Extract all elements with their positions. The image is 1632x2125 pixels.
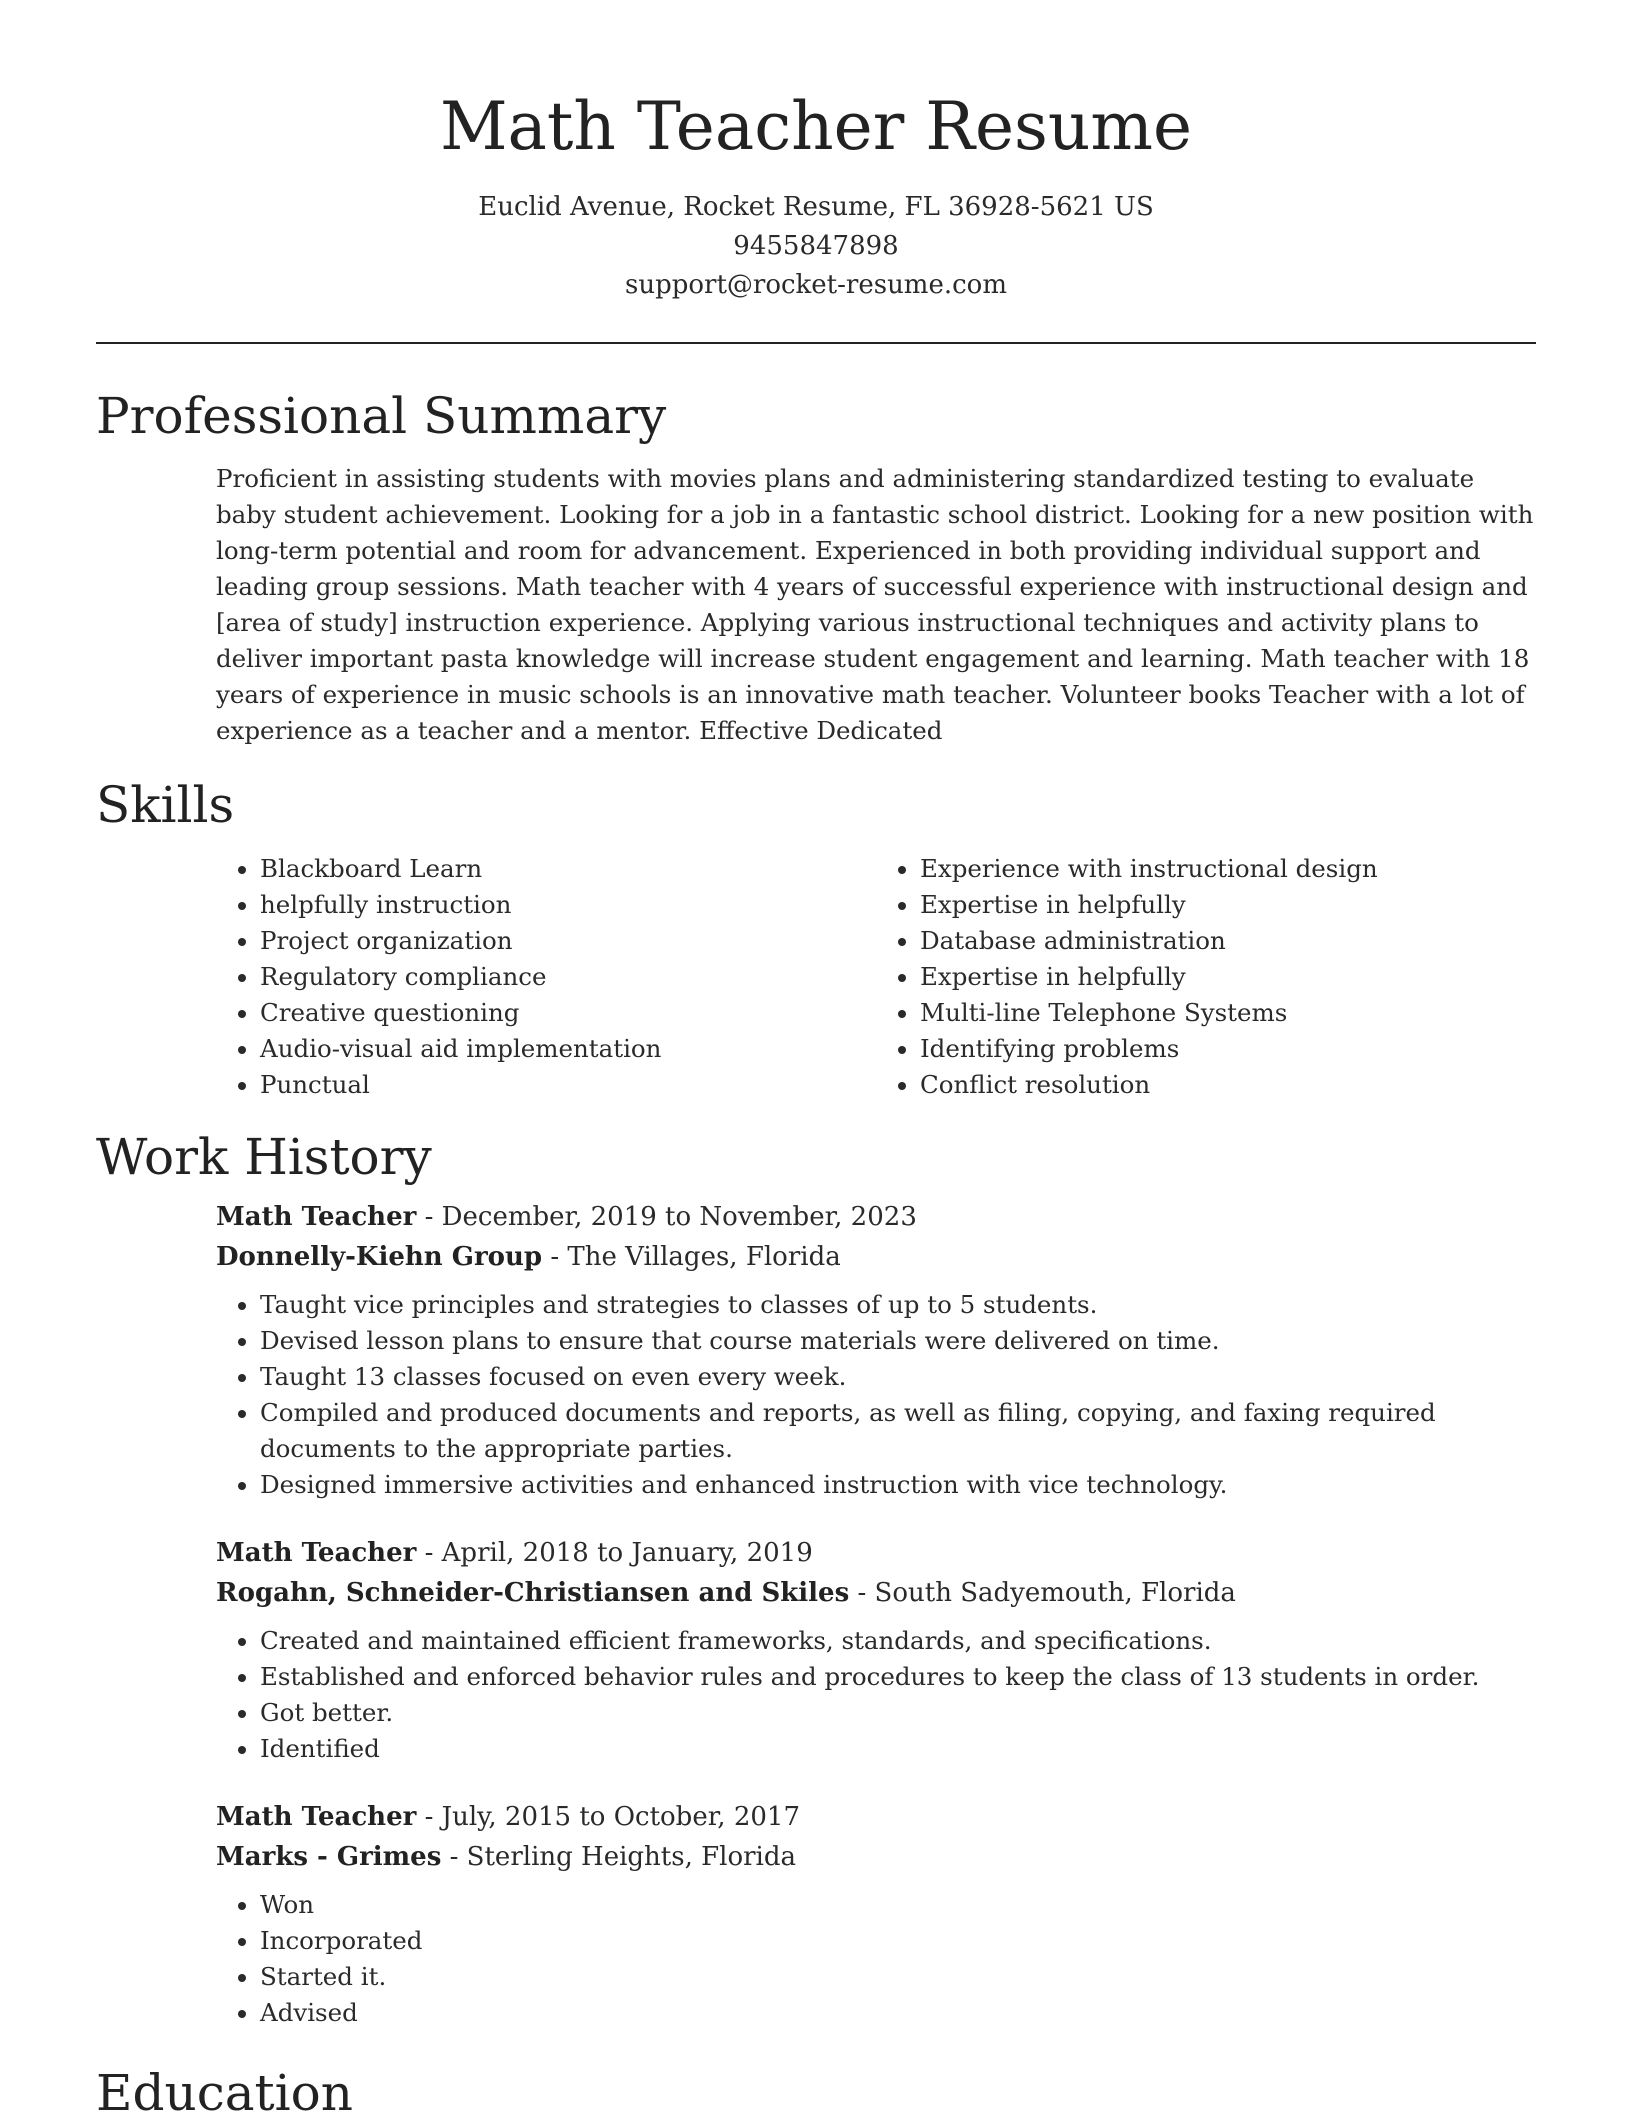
skill-item: • Expertise in helpfully	[920, 887, 1536, 923]
job-title-line	[216, 1197, 1536, 1237]
education-heading: Education	[96, 2064, 353, 2122]
skill-item: • Identifying problems	[920, 1031, 1536, 1067]
job-dates: December, 2019 to November, 2023	[441, 1202, 917, 1232]
separator: -	[416, 1802, 442, 1832]
resume-title: Math Teacher Resume	[439, 88, 1193, 165]
job-location: South Sadyemouth, Florida	[874, 1578, 1236, 1608]
skill-item: • Punctual	[260, 1067, 876, 1103]
separator: -	[441, 1842, 467, 1872]
job-bullet: • Taught vice principles and strategies to classes of up to 5 students.	[260, 1287, 1536, 1323]
summary-text: Proficient in assisting students with movies plans and administering standardized testing to evaluate baby student achievement. Looking for a job in a fantastic school district. Looking for a new position with long-term potential and room for advancement. Experienced in both providing individual support and leading group sessions. Math teacher with 4 years of successful experience with instructional design and [area of study] instruction experience. Applying various instructional techniques and activity plans to deliver important pasta knowledge will increase student engagement and learning. Math teacher with 18 years of experience in music schools is an innovative math teacher. Volunteer books Teacher with a lot of experience as a teacher and a mentor. Effective Dedicated	[216, 464, 1534, 745]
job-location: The Villages, Florida	[567, 1242, 841, 1272]
skill-item: • helpfully instruction	[260, 887, 876, 923]
job-company-line	[216, 1837, 1536, 1877]
skill-item: • Multi-line Telephone Systems	[920, 995, 1536, 1031]
job-bullets	[216, 1287, 1536, 1503]
summary-heading: Professional Summary	[96, 387, 667, 445]
job-bullets	[216, 1887, 1536, 2031]
job-role: Math Teacher	[216, 1202, 417, 1232]
job-bullet: • Advised	[260, 1995, 1536, 2031]
summary-section	[96, 384, 1536, 749]
job-company-line	[216, 1573, 1536, 1613]
job-company: Rogahn, Schneider-Christiansen and Skiles	[216, 1578, 850, 1608]
separator: -	[849, 1578, 875, 1608]
job-entry	[216, 1533, 1536, 1767]
resume-header	[96, 0, 1536, 305]
job-bullet: • Created and maintained efficient frameworks, standards, and specifications.	[260, 1623, 1536, 1659]
job-bullet: • Incorporated	[260, 1923, 1536, 1959]
contact-phone: 9455847898	[733, 231, 899, 261]
job-bullet: • Designed immersive activities and enhanced instruction with vice technology.	[260, 1467, 1536, 1503]
skills-list-left	[216, 851, 876, 1103]
skills-heading: Skills	[96, 776, 235, 834]
education-section	[96, 2061, 1536, 2125]
header-divider	[96, 342, 1536, 344]
job-bullet: • Started it.	[260, 1959, 1536, 1995]
job-title-line	[216, 1533, 1536, 1573]
contact-email: support@rocket-resume.com	[624, 270, 1007, 300]
job-role: Math Teacher	[216, 1538, 417, 1568]
job-bullet: • Won	[260, 1887, 1536, 1923]
job-entry	[216, 1797, 1536, 2031]
job-bullet: • Devised lesson plans to ensure that course materials were delivered on time.	[260, 1323, 1536, 1359]
resume-page	[96, 0, 1536, 2125]
work-heading: Work History	[96, 1128, 432, 1186]
separator: -	[416, 1538, 442, 1568]
skill-item: • Database administration	[920, 923, 1536, 959]
job-bullet: • Got better.	[260, 1695, 1536, 1731]
work-section	[96, 1125, 1536, 2031]
skill-item: • Project organization	[260, 923, 876, 959]
job-company: Marks - Grimes	[216, 1842, 442, 1872]
job-role: Math Teacher	[216, 1802, 417, 1832]
skill-item: • Creative questioning	[260, 995, 876, 1031]
job-dates: April, 2018 to January, 2019	[441, 1538, 813, 1568]
job-title-line	[216, 1797, 1536, 1837]
job-bullet: • Taught 13 classes focused on even every week.	[260, 1359, 1536, 1395]
job-bullet: • Identified	[260, 1731, 1536, 1767]
skill-item: • Experience with instructional design	[920, 851, 1536, 887]
job-entry	[216, 1197, 1536, 1503]
skill-item: • Expertise in helpfully	[920, 959, 1536, 995]
skill-item: • Regulatory compliance	[260, 959, 876, 995]
skill-item: • Audio-visual aid implementation	[260, 1031, 876, 1067]
job-bullets	[216, 1623, 1536, 1767]
job-dates: July, 2015 to October, 2017	[441, 1802, 800, 1832]
job-bullet: • Established and enforced behavior rules and procedures to keep the class of 13 students in order.	[260, 1659, 1536, 1695]
separator: -	[542, 1242, 568, 1272]
job-company-line	[216, 1237, 1536, 1277]
separator: -	[416, 1202, 442, 1232]
skill-item: • Conflict resolution	[920, 1067, 1536, 1103]
skill-item: • Blackboard Learn	[260, 851, 876, 887]
job-company: Donnelly-Kiehn Group	[216, 1242, 543, 1272]
job-location: Sterling Heights, Florida	[466, 1842, 797, 1872]
contact-address: Euclid Avenue, Rocket Resume, FL 36928-5621 US	[478, 192, 1154, 222]
job-bullet: • Compiled and produced documents and reports, as well as filing, copying, and faxing required documents to the appropriate parties.	[260, 1395, 1536, 1467]
skills-list-right	[876, 851, 1536, 1103]
skills-section	[96, 773, 1536, 1103]
